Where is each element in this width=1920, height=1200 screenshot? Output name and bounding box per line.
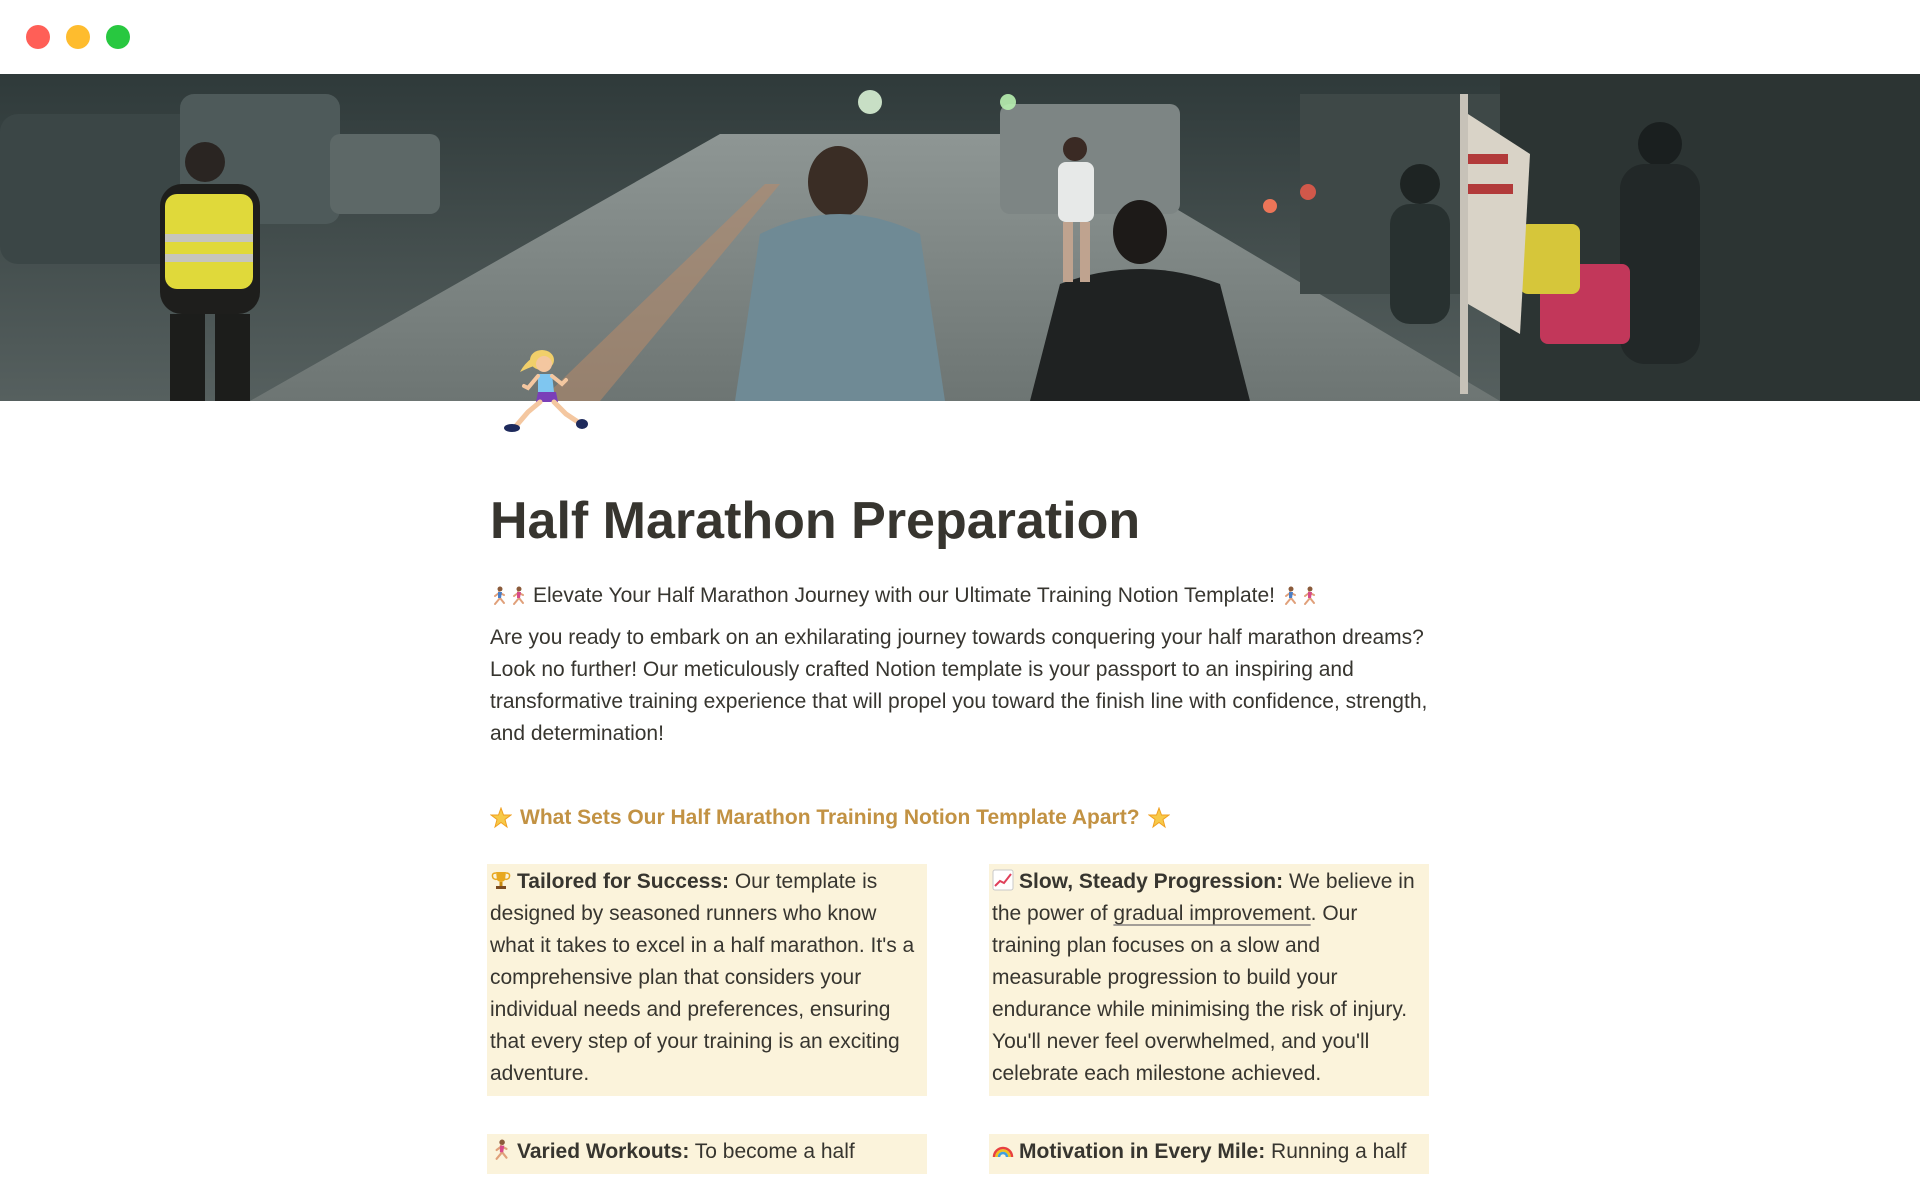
- minimize-window-button[interactable]: [66, 25, 90, 49]
- page-content: [490, 490, 1430, 1174]
- trophy-icon: [490, 869, 512, 891]
- feature-card-tailored[interactable]: [487, 864, 927, 1096]
- glowing-star-icon: [490, 807, 512, 829]
- intro-paragraph[interactable]: Are you ready to embark on an exhilarating journey towards conquering your half marathon dreams? Look no further! Our meticulously crafted Notion template is your passport to an inspiring and transformative training experience that will propel you toward the finish line with confidence, strength, and determination!: [490, 626, 1428, 746]
- feature-text: To become a half: [689, 1140, 855, 1164]
- gradual-improvement-link[interactable]: gradual improvement: [1113, 902, 1311, 926]
- feature-card-motivation[interactable]: [989, 1134, 1429, 1174]
- runner-icon: [1281, 586, 1299, 606]
- maximize-window-button[interactable]: [106, 25, 130, 49]
- feature-title: Varied Workouts:: [517, 1140, 690, 1164]
- tagline-text: Elevate Your Half Marathon Journey with our Ultimate Training Notion Template!: [533, 584, 1276, 608]
- runners-icon-left: [490, 586, 527, 606]
- feature-text-before: We believe in the power of: [992, 870, 1415, 926]
- feature-card-progression[interactable]: [989, 864, 1429, 1096]
- feature-title: Tailored for Success:: [517, 870, 730, 894]
- runner-icon: [509, 586, 527, 606]
- section-heading-text: What Sets Our Half Marathon Training Notion Template Apart?: [520, 806, 1140, 830]
- feature-text: Running a half: [1265, 1140, 1407, 1164]
- chart-increasing-icon: [992, 869, 1014, 891]
- cover-image: [0, 74, 1920, 401]
- glowing-star-icon: [1148, 807, 1170, 829]
- page-title[interactable]: Half Marathon Preparation: [490, 492, 1141, 550]
- runner-icon: [490, 1139, 512, 1161]
- section-heading[interactable]: [490, 802, 1430, 834]
- close-window-button[interactable]: [26, 25, 50, 49]
- rainbow-icon: [992, 1139, 1014, 1161]
- title-bar: [0, 0, 1920, 74]
- feature-text: Our template is designed by seasoned runners who know what it takes to excel in a half marathon. It's a comprehensive plan that considers your individual needs and preferences, ensuring that every step of your training is an exciting adventure.: [490, 870, 915, 1086]
- tagline: [490, 580, 1430, 612]
- feature-title: Motivation in Every Mile:: [1019, 1140, 1266, 1164]
- runners-icon-right: [1281, 586, 1318, 606]
- runner-icon: [1300, 586, 1318, 606]
- feature-text-after: . Our training plan focuses on a slow and measurable progression to build your endurance while minimising the risk of injury. You'll never feel overwhelmed, and you'll celebrate each milestone achieved.: [992, 902, 1408, 1086]
- woman-running-icon[interactable]: [494, 346, 590, 442]
- features-grid: [487, 864, 1430, 1174]
- feature-title: Slow, Steady Progression:: [1019, 870, 1284, 894]
- feature-card-varied-workouts[interactable]: [487, 1134, 927, 1174]
- cover-photo-illustration: [0, 74, 1920, 401]
- runner-icon: [490, 586, 508, 606]
